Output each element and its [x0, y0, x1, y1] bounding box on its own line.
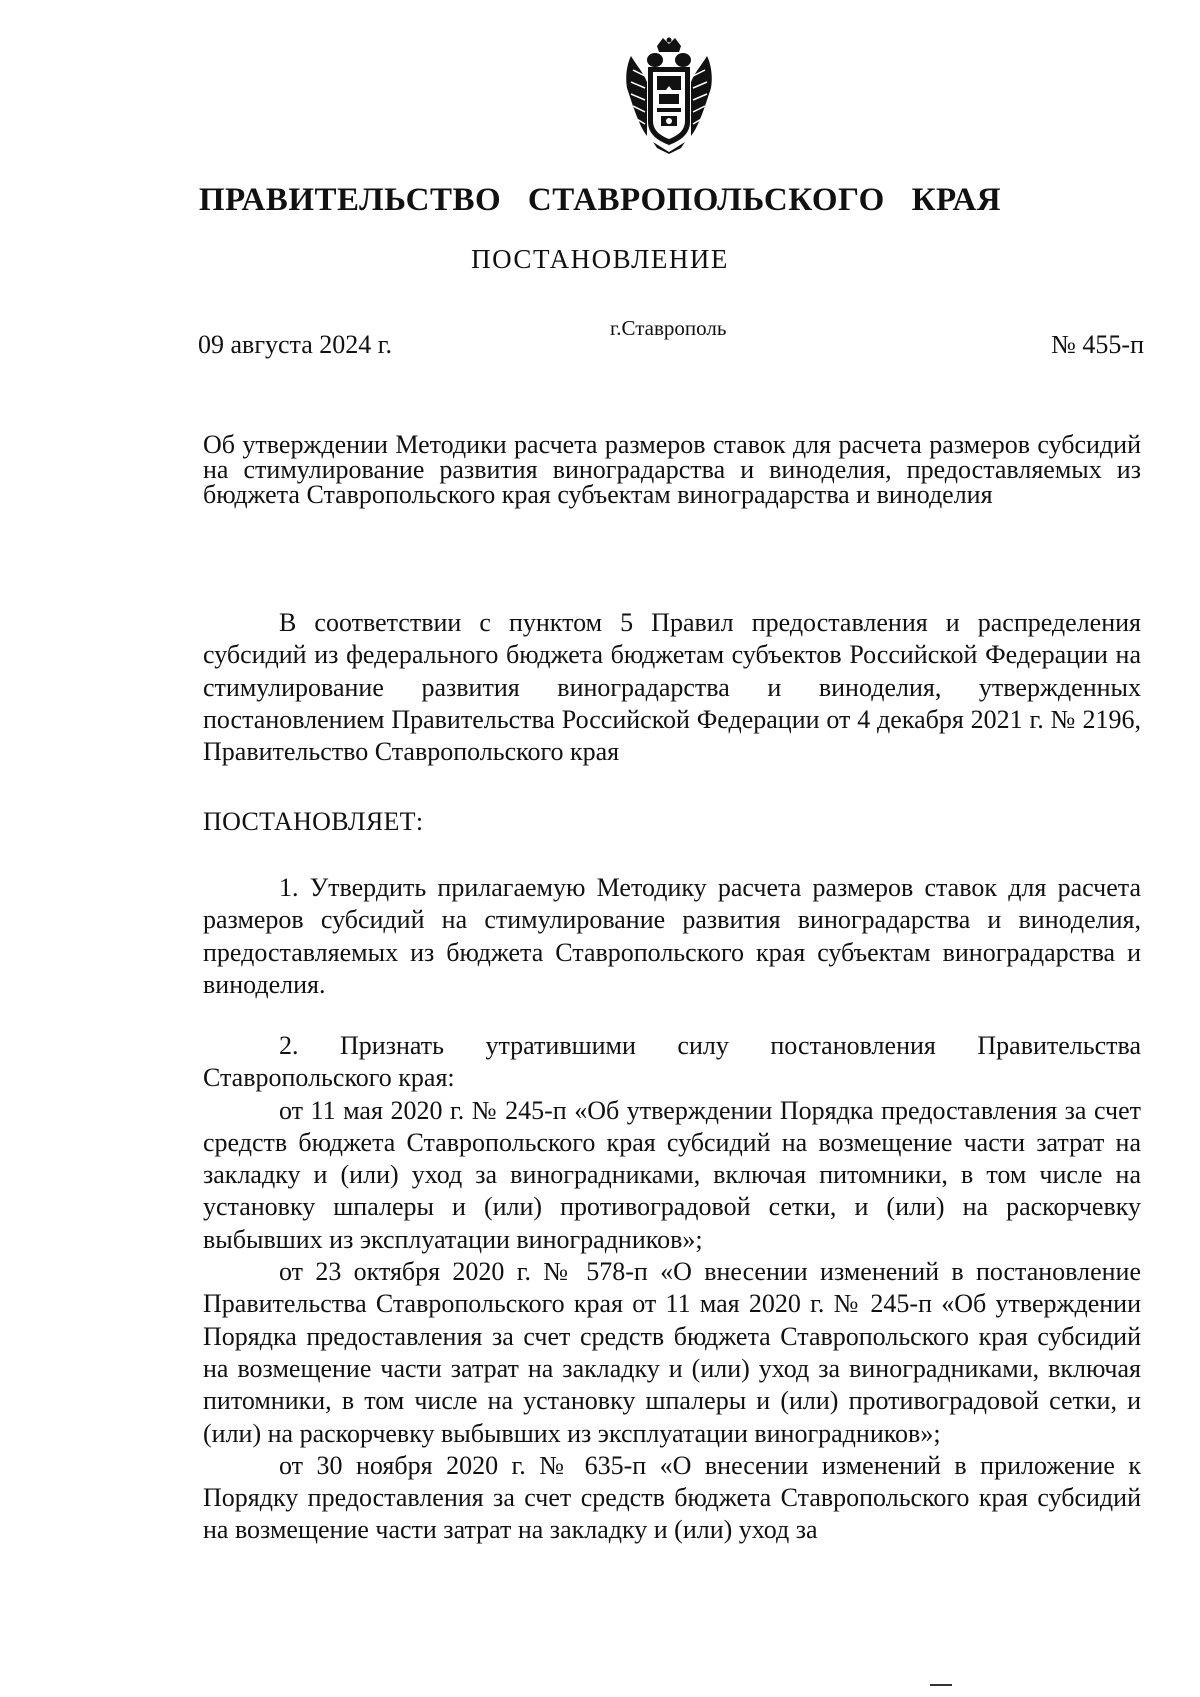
page-edge-mark — [930, 1684, 952, 1686]
coat-of-arms-icon — [623, 36, 715, 154]
decree-word: ПОСТАНОВЛЯЕТ: — [203, 807, 424, 836]
item-2-intro: 2. Признать утратившими силу постановления Правительства Ставропольского края: — [203, 1031, 1141, 1093]
item-2-repealed-1: от 11 мая 2020 г. № 245-п «Об утверждении Порядка предоставления за счет средств бюджета Ставропольского края субсидий на возмещение части затрат на закладку и (или) уход за виноградниками, включая питомники, в том числе на установку шпалеры и (или) противоградовой сетки, и (или) на раскорчевку выбывших из эксплуатации виноградников»; — [203, 1095, 1141, 1254]
document-type: ПОСТАНОВЛЕНИЕ — [471, 244, 729, 274]
item-2-block — [203, 1030, 1141, 1547]
item-2-repealed-2: от 23 октября 2020 г. № 578-п «О внесении изменений в постановление Правительства Ставропольского края от 11 мая 2020 г. № 245-п «Об утверждении Порядка предоставления за счет средств бюджета Ставропольского края субсидий на возмещение части затрат на закладку и (или) уход за виноградниками, включая питомники, в том числе на установку шпалеры и (или) противоградовой сетки, и (или) на раскорчевку выбывших из эксплуатации виноградников»; — [203, 1257, 1141, 1448]
document-subject: Об утверждении Методики расчета размеров ставок для расчета размеров субсидий на стимулирование развития виноградарства и виноделия, предоставляемых из бюджета Ставропольского края субъектам виноградарства и виноделия — [203, 430, 1141, 509]
document-date: 09 августа 2024 г. — [198, 330, 392, 359]
document-number: № 455-п — [1051, 330, 1144, 359]
preamble-paragraph: В соответствии с пунктом 5 Правил предоставления и распределения субсидий из федерального бюджета бюджетам субъектов Российской Федерации на стимулирование развития виноградарства и виноделия, утвержденных постановлением Правительства Российской Федерации от 4 декабря 2021 г. № 2196, Правительство Ставропольского края — [203, 608, 1141, 767]
document-city: г.Ставрополь — [610, 316, 727, 340]
item-1-paragraph: 1. Утвердить прилагаемую Методику расчета размеров ставок для расчета размеров субсидий на стимулирование развития виноградарства и виноделия, предоставляемых из бюджета Ставропольского края субъектам виноградарства и виноделия. — [203, 873, 1141, 999]
item-2-repealed-3: от 30 ноября 2020 г. № 635-п «О внесении изменений в приложение к Порядку предоставления за счет средств бюджета Ставропольского края субсидий на возмещение части затрат на закладку и (или) уход за — [203, 1450, 1141, 1545]
organization-title: ПРАВИТЕЛЬСТВО СТАВРОПОЛЬСКОГО КРАЯ — [198, 182, 1002, 218]
